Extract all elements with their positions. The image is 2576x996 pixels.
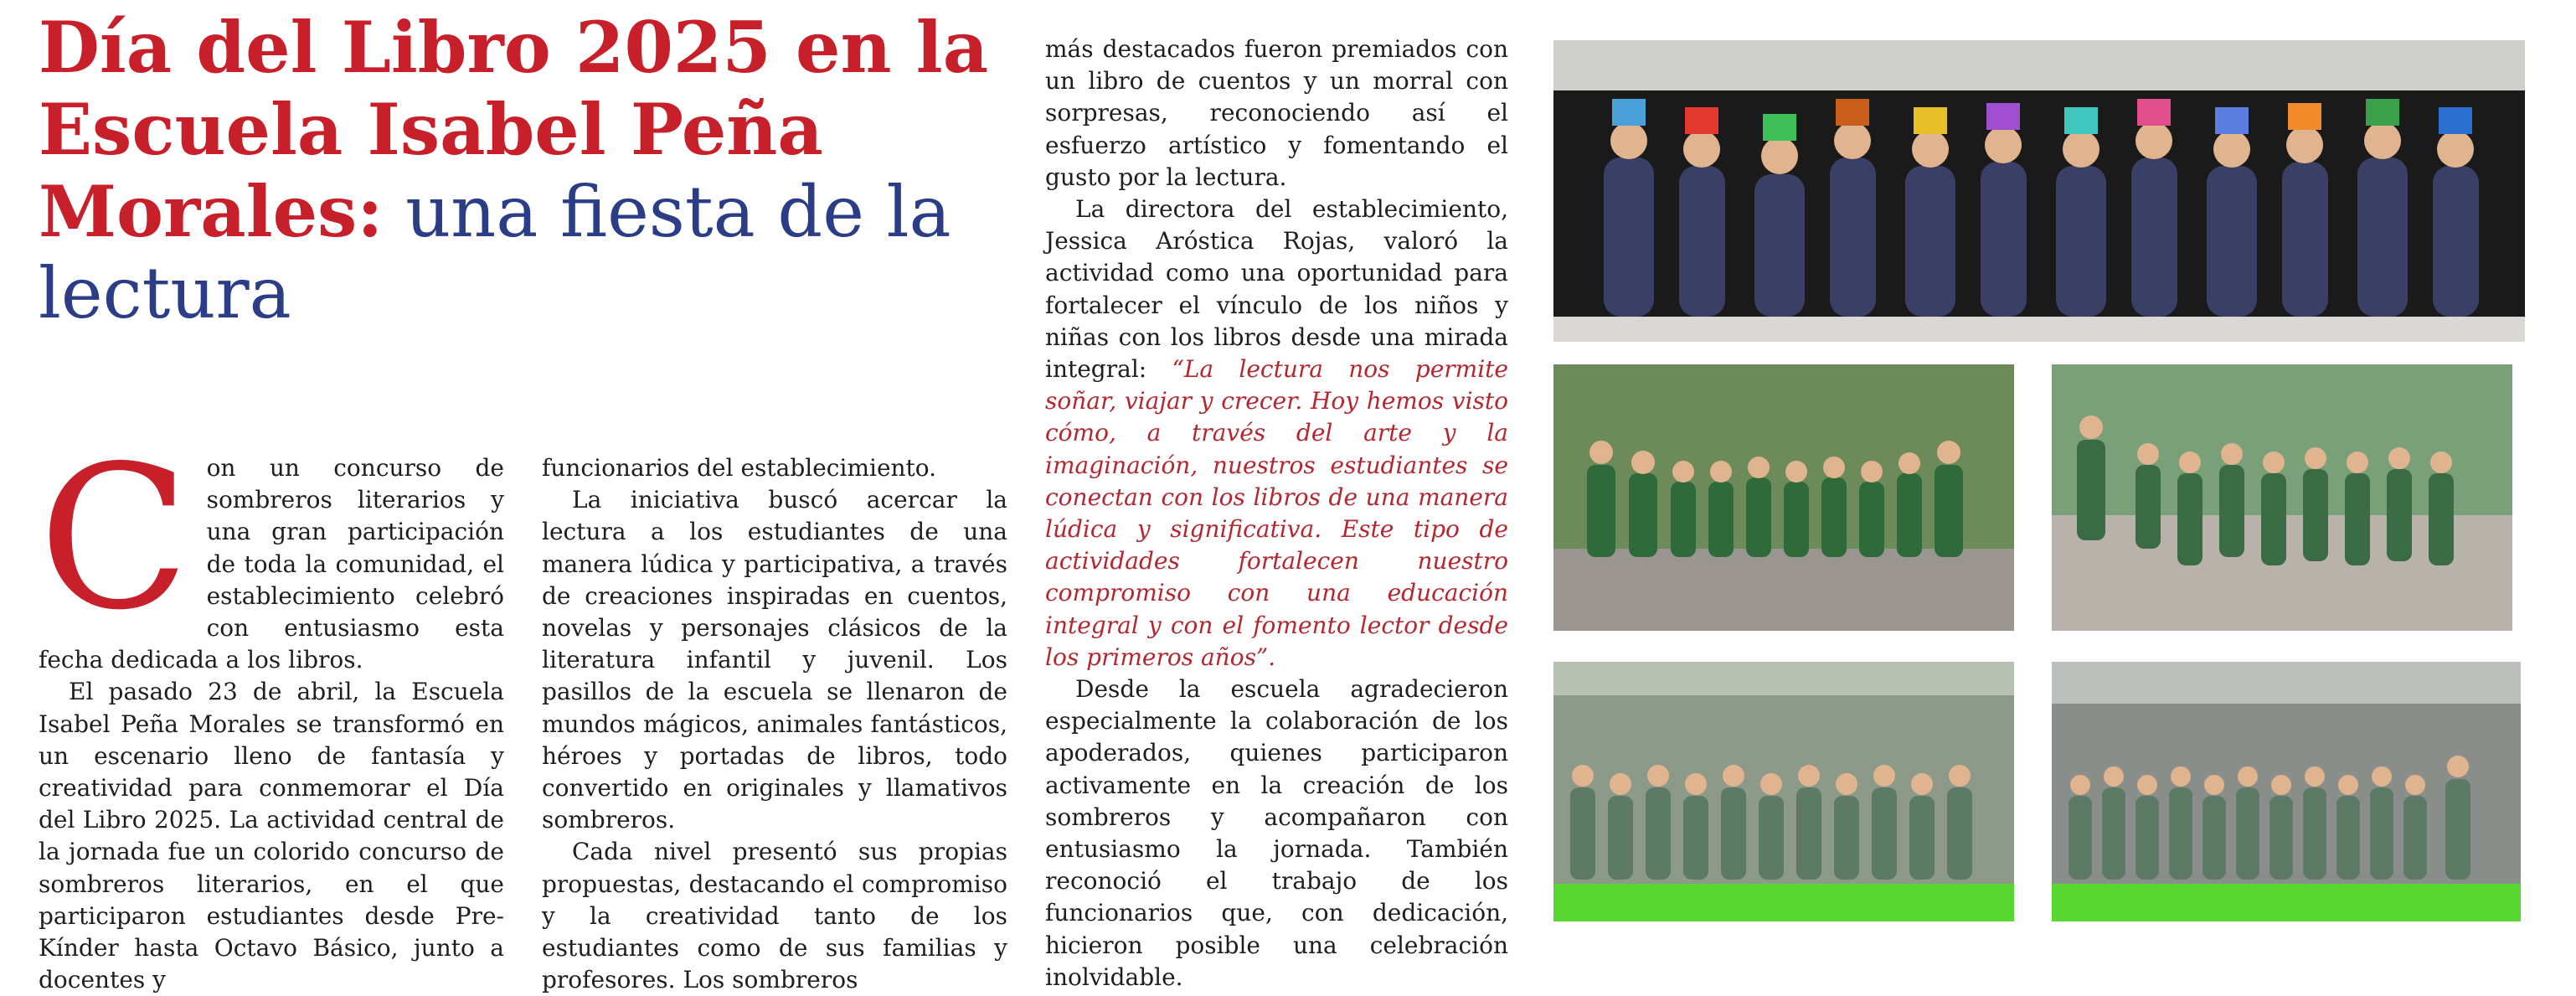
photo-floor <box>1553 317 2525 342</box>
photo-stage <box>2052 884 2521 921</box>
photo-stage <box>1553 884 2014 921</box>
paragraph-intro: on un concurso de sombreros literarios y una gran participación de toda la comunidad, el establecimiento celebró con entusiasmo esta fecha dedicada a los libros. <box>39 454 504 674</box>
paragraph: El pasado 23 de abril, la Escuela Isabel Peña Morales se transformó en un escenario lleno de fantasía y creatividad para conmemorar el Día del Libro 2025. La actividad central de la jornada fue un colorido concurso de sombreros literarios, en el que participaron estudiantes desde Pre-Kínder hasta Octavo Básico, junto a docentes y <box>39 678 504 994</box>
drop-cap: C <box>39 423 190 653</box>
article-column-2 <box>542 452 1007 996</box>
photo-stage-left <box>1553 662 2014 921</box>
director-quote: “La lectura nos permite soñar, viajar y crecer. Hoy hemos visto cómo, a través del arte y la imaginación, nuestros estudiantes se conectan con los libros de una manera lúdica y significativa. Este tipo de actividades fortalecen nuestro compromiso con una educación integral y con el fomento lector desde los primeros años”. <box>1045 355 1508 671</box>
headline-blue: una fiesta de la lectura <box>39 171 951 334</box>
paragraph: funcionarios del establecimiento. <box>542 454 937 482</box>
article-column-3 <box>1045 34 1508 993</box>
headline-red: Día del Libro 2025 en la Escuela Isabel Peña Morales: <box>39 6 989 253</box>
paragraph-with-quote <box>1045 194 1508 673</box>
article-column-1 <box>39 423 504 996</box>
photo-kids-mural <box>2052 364 2512 631</box>
headline <box>39 7 1018 334</box>
paragraph: La iniciativa buscó acercar la lectura a los estudiantes de una manera lúdica y participativa, a través de creaciones inspiradas en cuentos, novelas y personajes clásicos de la literatura infantil y juvenil. Los pasillos de la escuela se llenaron de mundos mágicos, animales fantásticos, héroes y portadas de libros, todo convertido en originales y llamativos sombreros. <box>542 486 1007 834</box>
paragraph: Desde la escuela agradecieron especialmente la colaboración de los apoderados, quienes participaron activamente en la creación de los sombreros y acompañaron con entusiasmo la jornada. También reconoció el trabajo de los funcionarios que, con dedicación, hicieron posible una celebración inolvidable. <box>1045 675 1508 991</box>
photo-floor <box>1553 549 2014 631</box>
paragraph: Cada nivel presentó sus propias propuestas, destacando el compromiso y la creatividad tanto de los estudiantes como de sus familias y profesores. Los sombreros <box>542 838 1007 994</box>
paragraph: más destacados fueron premiados con un libro de cuentos y un morral con sorpresas, reconociendo así el esfuerzo artístico y fomentando el gusto por la lectura. <box>1045 35 1508 191</box>
photo-staff-hats <box>1553 40 2525 342</box>
photo-kids-yard <box>1553 364 2014 631</box>
quote-lead: La directora del establecimiento, Jessica Aróstica Rojas, valoró la actividad como una oportunidad para fortalecer el vínculo de los niños y niñas con los libros desde una mirada integral: <box>1045 195 1508 384</box>
photo-stage-right <box>2052 662 2521 921</box>
